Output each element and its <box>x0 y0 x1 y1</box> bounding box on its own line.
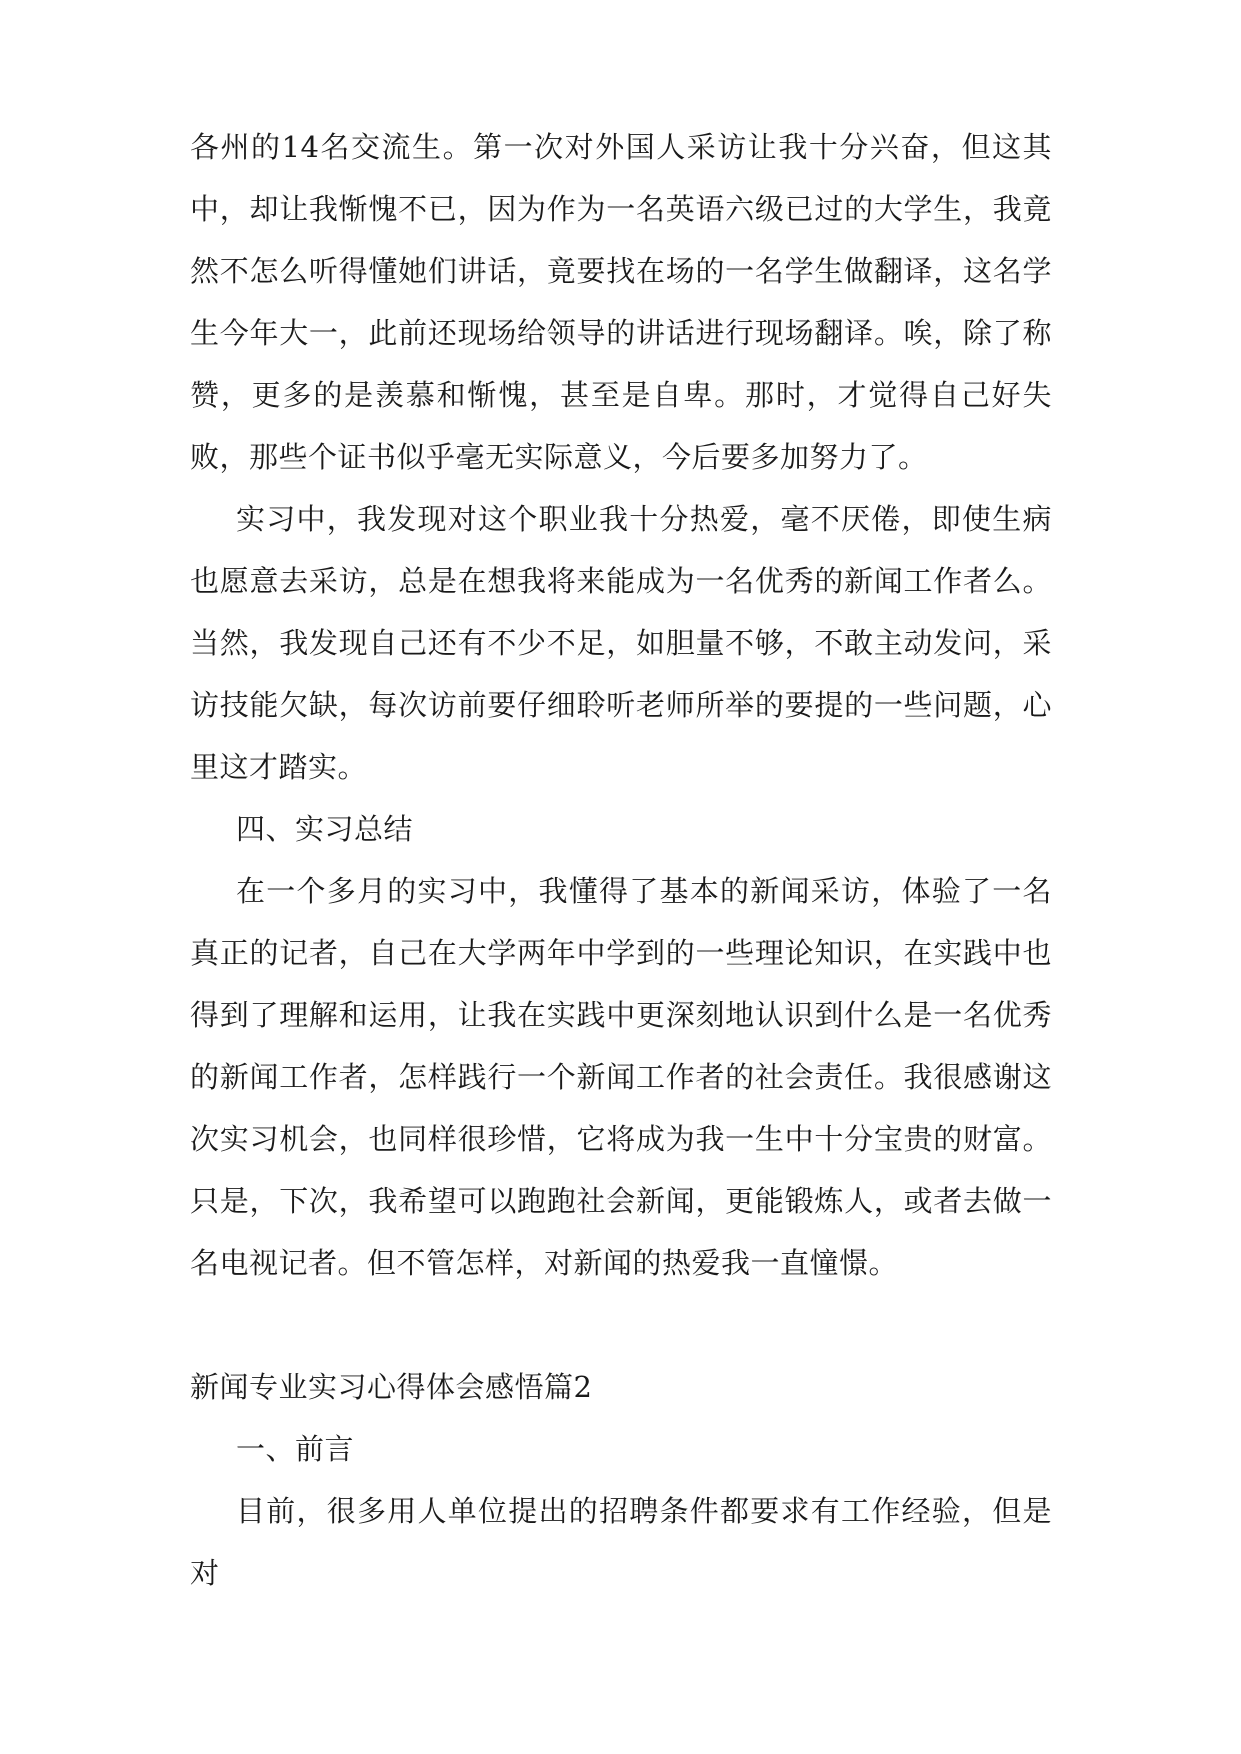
paragraph-preface: 目前，很多用人单位提出的招聘条件都要求有工作经验，但是对 <box>190 1494 1052 1590</box>
document-body <box>190 116 1052 1604</box>
paragraph-internship-passion: 实习中，我发现对这个职业我十分热爱，毫不厌倦，即使生病也愿意去采访，总是在想我将来能成为一名优秀的新闻工作者么。当然，我发现自己还有不少不足，如胆量不够，不敢主动发问，采访技能欠缺，每次访前要仔细聆听老师所举的要提的一些问题，心里这才踏实。 <box>190 502 1052 784</box>
paragraph-internship-summary: 在一个多月的实习中，我懂得了基本的新闻采访，体验了一名真正的记者，自己在大学两年中学到的一些理论知识，在实践中也得到了理解和运用，让我在实践中更深刻地认识到什么是一名优秀的新闻工作者，怎样践行一个新闻工作者的社会责任。我很感谢这次实习机会，也同样很珍惜，它将成为我一生中十分宝贵的财富。只是，下次，我希望可以跑跑社会新闻，更能锻炼人，或者去做一名电视记者。但不管怎样，对新闻的热爱我一直憧憬。 <box>190 874 1052 1280</box>
section-heading-preface: 一、前言 <box>236 1432 355 1466</box>
section-heading-summary: 四、实习总结 <box>236 812 414 846</box>
article-title: 新闻专业实习心得体会感悟篇2 <box>190 1370 593 1404</box>
paragraph-exchange-students: 各州的14名交流生。第一次对外国人采访让我十分兴奋，但这其中，却让我惭愧不已，因为作为一名英语六级已过的大学生，我竟然不怎么听得懂她们讲话，竟要找在场的一名学生做翻译，这名学生今年大一，此前还现场给领导的讲话进行现场翻译。唉，除了称赞，更多的是羡慕和惭愧，甚至是自卑。那时，才觉得自己好失败，那些个证书似乎毫无实际意义，今后要多加努力了。 <box>190 130 1052 474</box>
blank-line <box>190 1294 1052 1356</box>
